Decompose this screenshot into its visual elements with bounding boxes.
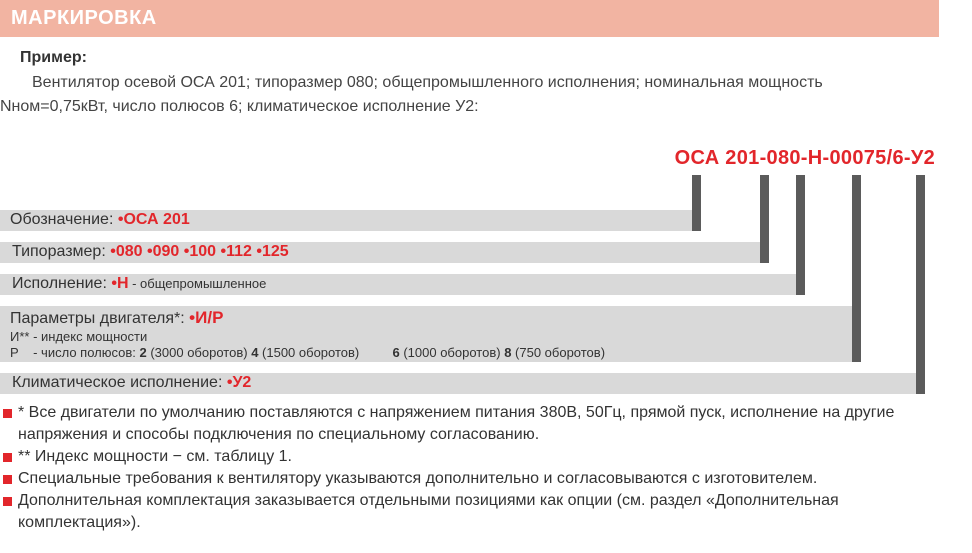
designation-label: Обозначение: <box>10 211 118 228</box>
pole-rpm: (3000 оборотов) <box>146 345 248 360</box>
connector-size <box>760 175 769 263</box>
size-option: •100 <box>183 243 217 260</box>
pole-rpm: (750 оборотов) <box>511 345 606 360</box>
pole-number: 2 <box>139 345 147 360</box>
execution-value: •Н <box>111 275 129 292</box>
poles-prefix: Р - число полюсов: <box>10 345 140 360</box>
connector-climate <box>916 175 925 394</box>
bullet-square-icon <box>3 475 12 484</box>
note-item <box>0 490 945 534</box>
climate-value: •У2 <box>226 374 252 391</box>
section-title: МАРКИРОВКА <box>11 7 157 29</box>
bullet-square-icon <box>3 453 12 462</box>
notes-list <box>0 402 945 534</box>
note-item <box>0 468 945 490</box>
pole-rpm: (1000 оборотов) <box>399 345 501 360</box>
example-label: Пример: <box>20 49 87 66</box>
description-line-2: Nном=0,75кВт, число полюсов 6; климатическое исполнение У2: <box>0 98 479 115</box>
row-designation <box>10 211 190 229</box>
product-code: ОСА 201-080-Н-00075/6-У2 <box>674 147 935 169</box>
pole-number: 8 <box>504 345 512 360</box>
row-size <box>12 243 289 261</box>
note-text: Дополнительная комплектация заказывается отдельными позициями как опции (см. раздел «Дополнительная комплектация»). <box>18 492 839 531</box>
connector-motor <box>852 175 861 362</box>
pole-rpm: (1500 оборотов) <box>258 345 360 360</box>
section-header <box>0 0 939 37</box>
execution-suffix: - общепромышленное <box>128 276 267 291</box>
climate-label: Климатическое исполнение: <box>12 374 227 391</box>
size-option: •125 <box>256 243 289 260</box>
description-line-1: Вентилятор осевой ОСА 201; типоразмер 080; общепромышленного исполнения; номинальная мощность <box>32 74 823 91</box>
note-text: Специальные требования к вентилятору указываются дополнительно и согласовываются с изготовителем. <box>18 470 818 487</box>
size-option: •080 <box>110 243 143 260</box>
bullet-square-icon <box>3 409 12 418</box>
connector-designation <box>692 175 701 231</box>
example-description <box>0 71 936 119</box>
designation-value: •ОСА 201 <box>117 211 190 228</box>
motor-value: •И/Р <box>189 308 224 327</box>
size-label: Типоразмер: <box>12 243 111 260</box>
motor-power-index: И** - индекс мощности <box>10 329 148 344</box>
motor-poles <box>10 345 605 360</box>
pole-number: 6 <box>392 345 400 360</box>
note-text: * Все двигатели по умолчанию поставляются с напряжением питания 380В, 50Гц, прямой пуск, исполнение на другие напряжения и способы подключения по специальному согласованию. <box>18 404 895 443</box>
bullet-square-icon <box>3 497 12 506</box>
note-item <box>0 446 945 468</box>
connector-execution <box>796 175 805 295</box>
row-motor <box>10 308 223 328</box>
size-option: •112 <box>220 243 252 260</box>
size-option: •090 <box>146 243 180 260</box>
execution-label: Исполнение: <box>12 275 112 292</box>
note-text: ** Индекс мощности − см. таблицу 1. <box>18 448 292 465</box>
note-item <box>0 402 945 446</box>
motor-label: Параметры двигателя*: <box>10 310 190 327</box>
pole-number: 4 <box>251 345 259 360</box>
row-climate <box>12 374 251 392</box>
row-execution <box>12 275 266 293</box>
